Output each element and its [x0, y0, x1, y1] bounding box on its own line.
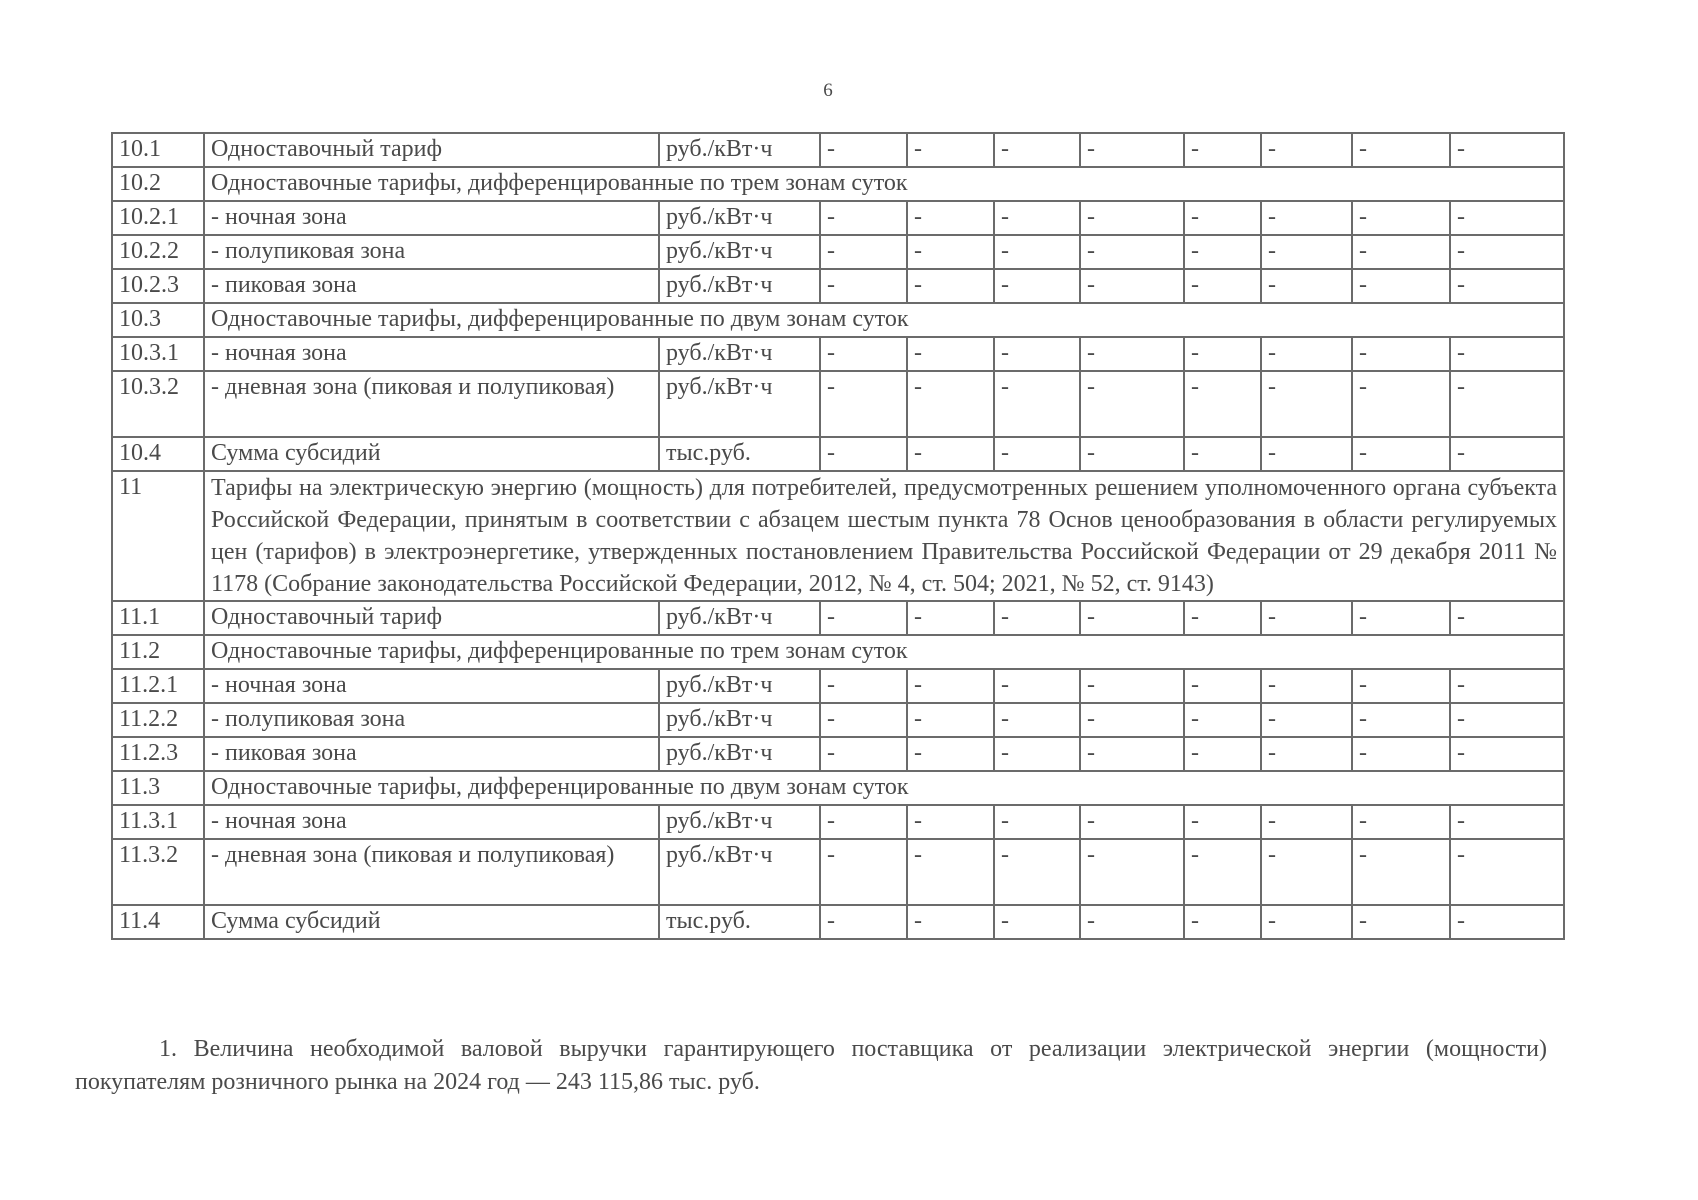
- row-name-cell: - пиковая зона: [204, 269, 659, 303]
- tariff-table: [111, 132, 1565, 940]
- value-cell: -: [1450, 601, 1564, 635]
- row-name-cell: Тарифы на электрическую энергию (мощность) для потребителей, предусмотренных решением уполномоченного органа субъекта Российской Федерации, принятым в соответствии с абзацем шестым пункта 78 Основ ценообразования в области регулируемых цен (тарифов) в электроэнергетике, утвержденных постановлением Правительства Российской Федерации от 29 декабря 2011 № 1178 (Собрание законодательства Российской Федерации, 2012, № 4, ст. 504; 2021, № 52, ст. 9143): [204, 471, 1564, 601]
- value-cell: -: [1184, 337, 1261, 371]
- value-cell: -: [994, 737, 1080, 771]
- value-cell: -: [1352, 201, 1450, 235]
- unit-cell: тыс.руб.: [659, 905, 820, 939]
- value-cell: -: [1450, 437, 1564, 471]
- value-cell: -: [1261, 235, 1352, 269]
- row-name-cell: - пиковая зона: [204, 737, 659, 771]
- value-cell: -: [1261, 437, 1352, 471]
- table-row: [112, 839, 1564, 905]
- row-number-cell: 11.4: [112, 905, 204, 939]
- row-number-cell: 10.1: [112, 133, 204, 167]
- value-cell: -: [820, 337, 907, 371]
- value-cell: -: [1080, 839, 1184, 905]
- row-number-cell: 10.2.1: [112, 201, 204, 235]
- value-cell: -: [1450, 737, 1564, 771]
- value-cell: -: [994, 201, 1080, 235]
- value-cell: -: [820, 905, 907, 939]
- table-row: [112, 337, 1564, 371]
- value-cell: -: [1450, 839, 1564, 905]
- table-row: [112, 133, 1564, 167]
- unit-cell: руб./кВт·ч: [659, 235, 820, 269]
- value-cell: -: [1261, 805, 1352, 839]
- value-cell: -: [820, 703, 907, 737]
- value-cell: -: [1352, 337, 1450, 371]
- value-cell: -: [1450, 133, 1564, 167]
- table-row: [112, 669, 1564, 703]
- row-number-cell: 11.2.3: [112, 737, 204, 771]
- row-name-cell: - ночная зона: [204, 805, 659, 839]
- unit-cell: руб./кВт·ч: [659, 805, 820, 839]
- value-cell: -: [1261, 601, 1352, 635]
- row-number-cell: 11.3.2: [112, 839, 204, 905]
- unit-cell: руб./кВт·ч: [659, 839, 820, 905]
- value-cell: -: [1450, 337, 1564, 371]
- value-cell: -: [1261, 737, 1352, 771]
- value-cell: -: [1352, 839, 1450, 905]
- row-name-cell: Одноставочные тарифы, дифференцированные по двум зонам суток: [204, 771, 1564, 805]
- row-number-cell: 11: [112, 471, 204, 601]
- value-cell: -: [820, 805, 907, 839]
- value-cell: -: [994, 839, 1080, 905]
- row-name-cell: - дневная зона (пиковая и полупиковая): [204, 839, 659, 905]
- value-cell: -: [907, 437, 994, 471]
- value-cell: -: [1450, 201, 1564, 235]
- table-row: [112, 771, 1564, 805]
- value-cell: -: [907, 235, 994, 269]
- value-cell: -: [1184, 133, 1261, 167]
- value-cell: -: [1352, 905, 1450, 939]
- table-row: [112, 737, 1564, 771]
- row-number-cell: 11.3: [112, 771, 204, 805]
- row-name-cell: - ночная зона: [204, 337, 659, 371]
- value-cell: -: [994, 235, 1080, 269]
- value-cell: -: [1450, 703, 1564, 737]
- value-cell: -: [994, 805, 1080, 839]
- value-cell: -: [907, 669, 994, 703]
- table-row: [112, 471, 1564, 601]
- value-cell: -: [994, 133, 1080, 167]
- value-cell: -: [1450, 669, 1564, 703]
- value-cell: -: [994, 669, 1080, 703]
- row-name-cell: - полупиковая зона: [204, 703, 659, 737]
- value-cell: -: [820, 737, 907, 771]
- value-cell: -: [994, 601, 1080, 635]
- tariff-table-body: [112, 133, 1564, 939]
- row-name-cell: Одноставочные тарифы, дифференцированные по двум зонам суток: [204, 303, 1564, 337]
- unit-cell: руб./кВт·ч: [659, 337, 820, 371]
- row-number-cell: 10.4: [112, 437, 204, 471]
- value-cell: -: [907, 201, 994, 235]
- value-cell: -: [1080, 235, 1184, 269]
- table-row: [112, 167, 1564, 201]
- value-cell: -: [1261, 669, 1352, 703]
- table-row: [112, 601, 1564, 635]
- value-cell: -: [1184, 437, 1261, 471]
- value-cell: -: [994, 905, 1080, 939]
- value-cell: -: [1080, 133, 1184, 167]
- row-number-cell: 10.3: [112, 303, 204, 337]
- row-number-cell: 11.3.1: [112, 805, 204, 839]
- row-name-cell: - ночная зона: [204, 201, 659, 235]
- unit-cell: руб./кВт·ч: [659, 669, 820, 703]
- value-cell: -: [994, 371, 1080, 437]
- table-row: [112, 635, 1564, 669]
- value-cell: -: [1184, 371, 1261, 437]
- table-row: [112, 371, 1564, 437]
- value-cell: -: [907, 601, 994, 635]
- unit-cell: тыс.руб.: [659, 437, 820, 471]
- unit-cell: руб./кВт·ч: [659, 269, 820, 303]
- value-cell: -: [1184, 805, 1261, 839]
- table-row: [112, 437, 1564, 471]
- value-cell: -: [994, 337, 1080, 371]
- value-cell: -: [1261, 133, 1352, 167]
- row-name-cell: - полупиковая зона: [204, 235, 659, 269]
- value-cell: -: [820, 669, 907, 703]
- unit-cell: руб./кВт·ч: [659, 371, 820, 437]
- value-cell: -: [907, 133, 994, 167]
- row-name-cell: Одноставочные тарифы, дифференцированные по трем зонам суток: [204, 635, 1564, 669]
- row-number-cell: 10.3.2: [112, 371, 204, 437]
- value-cell: -: [1080, 703, 1184, 737]
- value-cell: -: [1352, 703, 1450, 737]
- value-cell: -: [907, 269, 994, 303]
- table-row: [112, 805, 1564, 839]
- value-cell: -: [1261, 201, 1352, 235]
- table-row: [112, 201, 1564, 235]
- value-cell: -: [820, 437, 907, 471]
- unit-cell: руб./кВт·ч: [659, 201, 820, 235]
- value-cell: -: [1184, 839, 1261, 905]
- value-cell: -: [820, 601, 907, 635]
- table-row: [112, 905, 1564, 939]
- value-cell: -: [820, 371, 907, 437]
- table-row: [112, 303, 1564, 337]
- value-cell: -: [1261, 337, 1352, 371]
- value-cell: -: [994, 703, 1080, 737]
- row-name-cell: - ночная зона: [204, 669, 659, 703]
- value-cell: -: [1450, 905, 1564, 939]
- value-cell: -: [907, 703, 994, 737]
- value-cell: -: [1184, 737, 1261, 771]
- value-cell: -: [994, 269, 1080, 303]
- value-cell: -: [820, 235, 907, 269]
- value-cell: -: [1184, 669, 1261, 703]
- value-cell: -: [1450, 235, 1564, 269]
- value-cell: -: [820, 839, 907, 905]
- value-cell: -: [1450, 371, 1564, 437]
- value-cell: -: [1352, 371, 1450, 437]
- row-number-cell: 11.1: [112, 601, 204, 635]
- value-cell: -: [907, 337, 994, 371]
- value-cell: -: [1261, 839, 1352, 905]
- value-cell: -: [820, 201, 907, 235]
- page-number: 6: [823, 80, 833, 101]
- table-row: [112, 703, 1564, 737]
- unit-cell: руб./кВт·ч: [659, 703, 820, 737]
- unit-cell: руб./кВт·ч: [659, 601, 820, 635]
- row-name-cell: Одноставочный тариф: [204, 133, 659, 167]
- value-cell: -: [1352, 235, 1450, 269]
- row-name-cell: Одноставочный тариф: [204, 601, 659, 635]
- row-number-cell: 10.2: [112, 167, 204, 201]
- value-cell: -: [820, 269, 907, 303]
- unit-cell: руб./кВт·ч: [659, 133, 820, 167]
- row-number-cell: 11.2.2: [112, 703, 204, 737]
- value-cell: -: [1352, 669, 1450, 703]
- row-name-cell: - дневная зона (пиковая и полупиковая): [204, 371, 659, 437]
- row-number-cell: 10.2.3: [112, 269, 204, 303]
- value-cell: -: [1184, 269, 1261, 303]
- value-cell: -: [1261, 371, 1352, 437]
- value-cell: -: [907, 371, 994, 437]
- value-cell: -: [1080, 337, 1184, 371]
- value-cell: -: [1080, 437, 1184, 471]
- value-cell: -: [1352, 805, 1450, 839]
- value-cell: -: [1080, 905, 1184, 939]
- row-number-cell: 10.2.2: [112, 235, 204, 269]
- value-cell: -: [1352, 133, 1450, 167]
- unit-cell: руб./кВт·ч: [659, 737, 820, 771]
- value-cell: -: [907, 737, 994, 771]
- value-cell: -: [820, 133, 907, 167]
- row-name-cell: Сумма субсидий: [204, 905, 659, 939]
- value-cell: -: [1352, 737, 1450, 771]
- value-cell: -: [1080, 201, 1184, 235]
- value-cell: -: [907, 839, 994, 905]
- value-cell: -: [907, 805, 994, 839]
- value-cell: -: [1352, 269, 1450, 303]
- value-cell: -: [1080, 669, 1184, 703]
- row-number-cell: 11.2.1: [112, 669, 204, 703]
- value-cell: -: [1450, 269, 1564, 303]
- value-cell: -: [1261, 703, 1352, 737]
- row-number-cell: 11.2: [112, 635, 204, 669]
- row-number-cell: 10.3.1: [112, 337, 204, 371]
- revenue-note: 1. Величина необходимой валовой выручки гарантирующего поставщика от реализации электрической энергии (мощности) покупателям розничного рынка на 2024 год — 243 115,86 тыс. руб.: [75, 1036, 1547, 1095]
- table-row: [112, 269, 1564, 303]
- value-cell: -: [1080, 371, 1184, 437]
- value-cell: -: [1080, 737, 1184, 771]
- value-cell: -: [1352, 601, 1450, 635]
- value-cell: -: [1450, 805, 1564, 839]
- value-cell: -: [994, 437, 1080, 471]
- value-cell: -: [1080, 269, 1184, 303]
- value-cell: -: [1080, 805, 1184, 839]
- row-name-cell: Одноставочные тарифы, дифференцированные по трем зонам суток: [204, 167, 1564, 201]
- row-name-cell: Сумма субсидий: [204, 437, 659, 471]
- value-cell: -: [1184, 601, 1261, 635]
- value-cell: -: [1261, 905, 1352, 939]
- table-row: [112, 235, 1564, 269]
- value-cell: -: [1080, 601, 1184, 635]
- value-cell: -: [1184, 703, 1261, 737]
- value-cell: -: [1352, 437, 1450, 471]
- value-cell: -: [1184, 201, 1261, 235]
- value-cell: -: [1261, 269, 1352, 303]
- value-cell: -: [907, 905, 994, 939]
- value-cell: -: [1184, 235, 1261, 269]
- value-cell: -: [1184, 905, 1261, 939]
